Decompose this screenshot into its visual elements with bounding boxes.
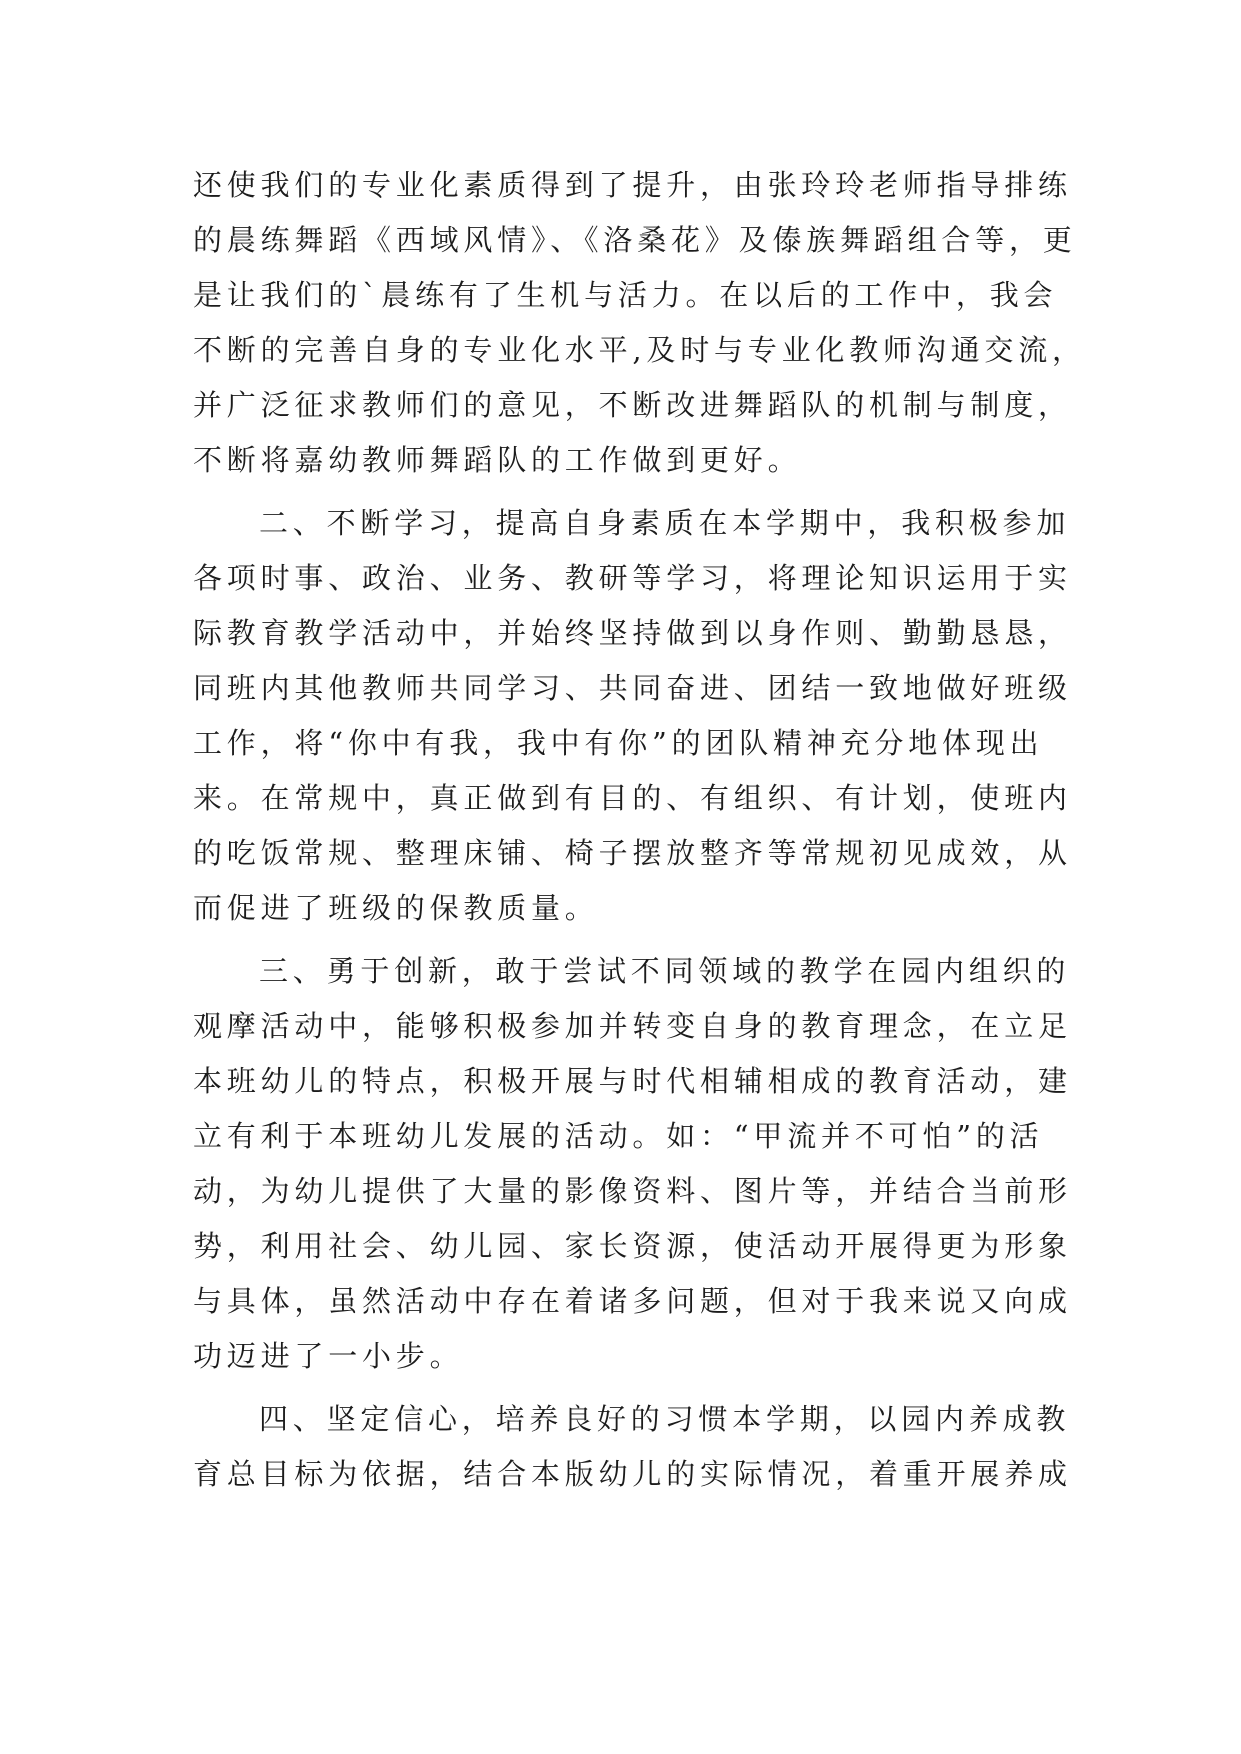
text-line: 本班幼儿的特点，积极开展与时代相辅相成的教育活动，建 (193, 1064, 1072, 1098)
text-line: 不断将嘉幼教师舞蹈队的工作做到更好。 (193, 443, 802, 477)
text-line: 并广泛征求教师们的意见，不断改进舞蹈队的机制与制度， (193, 388, 1072, 422)
text-line: 同班内其他教师共同学习、共同奋进、团结一致地做好班级 (193, 671, 1072, 705)
text-line: 而促进了班级的保教质量。 (193, 891, 599, 925)
document-body (193, 158, 1086, 1502)
text-line: 是让我们的`晨练有了生机与活力。在以后的工作中，我会 (193, 278, 1058, 312)
text-line: 功迈进了一小步。 (193, 1339, 464, 1373)
text-line: 的吃饭常规、整理床铺、椅子摆放整齐等常规初见成效，从 (193, 836, 1072, 870)
text-line: 际教育教学活动中，并始终坚持做到以身作则、勤勤恳恳， (193, 616, 1072, 650)
text-line: 立有利于本班幼儿发展的活动。如：“甲流并不可怕”的活 (193, 1119, 1044, 1153)
text-line: 工作，将“你中有我，我中有你”的团队精神充分地体现出 (193, 726, 1044, 760)
text-line: 各项时事、政治、业务、教研等学习，将理论知识运用于实 (193, 561, 1072, 595)
section-heading-line: 四、坚定信心，培养良好的习惯本学期，以园内养成教 (259, 1402, 1071, 1436)
text-line: 来。在常规中，真正做到有目的、有组织、有计划，使班内 (193, 781, 1072, 815)
section-heading-line: 二、不断学习，提高自身素质在本学期中，我积极参加 (259, 506, 1071, 540)
section-heading-line: 三、勇于创新，敢于尝试不同领域的教学在园内组织的 (259, 954, 1071, 988)
text-line: 与具体，虽然活动中存在着诸多问题，但对于我来说又向成 (193, 1284, 1072, 1318)
text-line: 动，为幼儿提供了大量的影像资料、图片等，并结合当前形 (193, 1174, 1072, 1208)
text-line: 势，利用社会、幼儿园、家长资源，使活动开展得更为形象 (193, 1229, 1072, 1263)
text-line: 还使我们的专业化素质得到了提升，由张玲玲老师指导排练 (193, 168, 1072, 202)
text-line: 的晨练舞蹈《西域风情》、《洛桑花》及傣族舞蹈组合等，更 (193, 223, 1077, 257)
text-line: 观摩活动中，能够积极参加并转变自身的教育理念，在立足 (193, 1009, 1072, 1043)
text-line: 不断的完善自身的专业化水平,及时与专业化教师沟通交流， (193, 333, 1086, 367)
text-line: 育总目标为依据，结合本版幼儿的实际情况，着重开展养成 (193, 1457, 1072, 1491)
